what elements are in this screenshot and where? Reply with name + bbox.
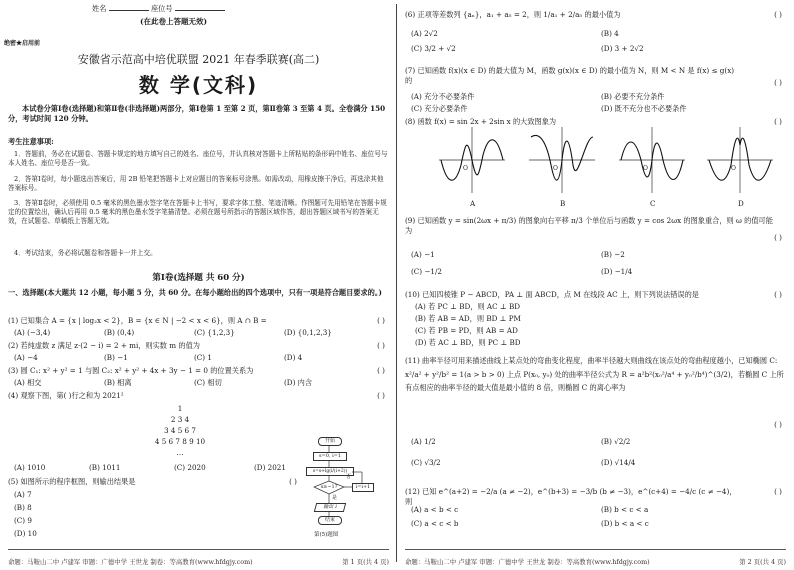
q2-paren: ( ): [377, 341, 385, 350]
flow-start: 开始: [318, 437, 342, 446]
q3-paren: ( ): [377, 366, 385, 375]
q8-origin-a: O: [463, 165, 468, 172]
q7-stem: (7) 已知函数 f(x)(x ∈ D) 的最大值为 M，函数 g(x)(x ∈ D) 的最小值为 N，则 M < N 是 f(x) ≤ g(x) 的: [405, 66, 735, 85]
page-2: [397, 0, 794, 570]
q12-option-c: (C) a < c < b: [411, 519, 459, 528]
q5-caption: 第(5)题图: [314, 532, 339, 538]
q4-row-2: 2 3 4: [170, 415, 190, 424]
q7-option-d: (D) 既不充分也不必要条件: [601, 104, 687, 113]
section1-title: 第Ⅰ卷(选择题 共 60 分): [152, 273, 245, 283]
q12-option-a: (A) a < b < c: [411, 505, 459, 514]
q6-option-d: (D) 3 + 2√2: [601, 44, 644, 53]
q1-option-c: (C) {1,2,3}: [194, 328, 235, 337]
q11-option-a: (A) 1/2: [411, 437, 436, 446]
q4-row-3: 3 4 5 6 7: [163, 426, 196, 435]
page-number-right: 第 2 页(共 4 页): [739, 558, 786, 566]
q8-origin-d: O: [731, 165, 736, 172]
note-item-2: 2．答第Ⅰ卷时，每小题选出答案后，用 2B 铅笔把答题卡上对应题目的答案标号涂黑。如需改动，用橡皮擦干净后，再选涂其他答案标号。: [8, 175, 384, 192]
q12-stem: (12) 已知 e^(a+2) = −2/a (a ≠ −2)，e^(b+3) = −3/b (b ≠ −3)，e^(c+4) = −4/c (c ≠ −4)，则: [405, 487, 737, 506]
name-field: [92, 4, 225, 13]
q8-paren: ( ): [774, 117, 782, 126]
q8-origin-c: O: [643, 165, 648, 172]
q8-graph-b: [527, 125, 597, 195]
q8-stem: (8) 函数 f(x) = sin 2x + 2sin x 的大致图象为: [405, 117, 557, 126]
q1-option-b: (B) (0,4): [104, 328, 135, 337]
flow-inc: i=i+1: [352, 483, 374, 492]
section1-desc: 一、选择题(本大题共 12 小题，每小题 5 分，共 60 分。在每小题给出的四个选项中，只有一项是符合题目要求的。): [8, 288, 382, 297]
footer-rule: [8, 549, 389, 550]
footer-rule-right: [405, 549, 786, 550]
flow-yes-label: 是: [332, 495, 338, 501]
q11-paren: ( ): [774, 420, 782, 429]
note-item-3: 3．答第Ⅱ卷时，必须使用 0.5 毫米的黑色墨水签字笔在答题卡上书写，要求字体工整、笔迹清晰。作图题可先用铅笔在答题卡规定的位置绘出，确认后再用 0.5 毫米的黑色墨水签字笔描清楚。必须在题号所指示的答题区域作答，超出答题区域书写的答案无效，在试题卷、草稿纸上答题无效。: [8, 199, 387, 225]
q9-paren: ( ): [774, 233, 782, 242]
q5-option-c: (C) 9: [14, 516, 32, 525]
q12-paren: ( ): [774, 487, 782, 496]
secret-mark: 绝密★启用前: [4, 40, 41, 47]
q5-option-a: (A) 7: [14, 490, 32, 499]
note-item-4: 4．考试结束，务必将试题卷和答题卡一并上交。: [14, 249, 157, 257]
notes-title: 考生注意事项:: [8, 137, 54, 146]
q8-graph-a: [437, 125, 507, 195]
q1-paren: ( ): [377, 316, 385, 325]
q4-row-5: …: [176, 448, 184, 457]
name-label: 姓名: [92, 4, 107, 13]
q7-option-c: (C) 充分必要条件: [411, 104, 468, 113]
q12-option-d: (D) b < a < c: [601, 519, 649, 528]
q5-paren: ( ): [289, 477, 297, 486]
q2-stem: (2) 若纯虚数 z 满足 z·(2 − i) = 2 + mi，则实数 m 的值为: [8, 341, 200, 350]
q6-option-b: (B) 4: [601, 29, 619, 38]
q4-option-a: (A) 1010: [14, 463, 46, 472]
q12-option-b: (B) b < c < a: [601, 505, 649, 514]
q10-paren: ( ): [774, 290, 782, 299]
q8-label-d: D: [738, 199, 744, 208]
q8-origin-b: O: [553, 165, 558, 172]
q8-graph-d: [705, 125, 775, 195]
q7-option-b: (B) 必要不充分条件: [601, 92, 665, 101]
q9-option-b: (B) −2: [601, 250, 625, 259]
flow-cond: s≥−1?: [320, 484, 338, 490]
q7-paren: ( ): [774, 78, 782, 87]
q5-option-d: (D) 10: [14, 529, 37, 538]
q3-option-c: (C) 相切: [194, 378, 222, 387]
q11-option-b: (B) √2/2: [601, 437, 631, 446]
q11-option-c: (C) √3/2: [411, 458, 441, 467]
q2-option-c: (C) 1: [194, 353, 212, 362]
q5-stem: (5) 如图所示的程序框图，则输出结果是: [8, 477, 136, 486]
q6-option-c: (C) 3/2 + √2: [411, 44, 456, 53]
q1-option-a: (A) (−3,4): [14, 328, 51, 337]
org-title: 安徽省示范高中培优联盟 2021 年春季联赛(高二): [77, 53, 320, 66]
q8-label-c: C: [650, 199, 656, 208]
flow-arrows: [300, 430, 385, 530]
q11-stem: (11) 曲率半径可用来描述曲线上某点处的弯曲变化程度，曲率半径越大则曲线在该点处的弯曲程度越小，已知椭圆 C: x²/a² + y²/b² = 1(a > b > 0) 上点 P(x₀, y₀) 处的曲率半径公式为 R = a²b²(x₀²/a⁴ + y₀²/b⁴)^(3/2)，若椭圆 C 上所有点相应的曲率半径的最大值是最小值的 8 倍，则椭圆 C 的离心率为: [405, 356, 784, 393]
q3-option-a: (A) 相交: [14, 378, 42, 387]
footer-credits-right: 命题：马鞍山二中 卢建军 审题：广德中学 王世龙 制卷：等高教育(www.hfdgjy.com): [405, 558, 650, 566]
flow-end: 结束: [318, 516, 342, 525]
q11-option-d: (D) √14/4: [601, 458, 636, 467]
seat-blank: [175, 10, 225, 11]
q6-option-a: (A) 2√2: [411, 29, 438, 38]
q8-label-a: A: [470, 199, 476, 208]
q9-option-a: (A) −1: [411, 250, 435, 259]
note-item-1: 1．答题前，务必在试题卷、答题卡规定的地方填写自己的姓名、座位号，并认真核对答题卡上所粘贴的条形码中姓名、座位号与本人姓名、座位号是否一致。: [8, 150, 388, 167]
q2-option-d: (D) 4: [284, 353, 303, 362]
subject-title: 数 学(文科): [138, 73, 259, 97]
q1-option-d: (D) {0,1,2,3}: [284, 328, 332, 337]
q1-stem: (1) 已知集合 A = {x | log₂x < 2}，B = {x ∈ N | −2 < x < 6}，则 A ∩ B =: [8, 316, 267, 325]
flow-diamond: [314, 481, 344, 494]
q9-stem: (9) 已知函数 y = sin(2ωx + π/3) 的图象向右平移 π/3 个单位后与函数 y = cos 2ωx 的图象重合，则 ω 的值可能为: [405, 216, 773, 235]
q8-graph-c: [617, 125, 687, 195]
q5-option-b: (B) 8: [14, 503, 32, 512]
q6-paren: ( ): [774, 10, 782, 19]
q10-option-c: (C) 若 PB = PD，则 AB = AD: [415, 326, 518, 335]
q10-option-d: (D) 若 AC ⊥ BD，则 PC ⊥ BD: [415, 338, 521, 347]
q10-option-b: (B) 若 AB = AD，则 BD ⊥ PM: [415, 314, 521, 323]
q3-option-d: (D) 内含: [284, 378, 313, 387]
name-blank: [109, 10, 149, 11]
flow-out: 输出 i: [314, 503, 346, 512]
q2-option-b: (B) −1: [104, 353, 128, 362]
q4-option-b: (B) 1011: [89, 463, 121, 472]
q7-option-a: (A) 充分不必要条件: [411, 92, 475, 101]
footer-left: [8, 557, 389, 566]
flow-no-label: 否: [346, 474, 352, 480]
footer-right: [405, 557, 786, 566]
q3-stem: (3) 圆 C₁: x² + y² = 1 与圆 C₂: x² + y² + 4x + 3y − 1 = 0 的位置关系为: [8, 366, 254, 375]
q9-option-d: (D) −1/4: [601, 267, 633, 276]
q9-option-c: (C) −1/2: [411, 267, 442, 276]
q4-stem: (4) 观察下图，第( )行之和为 2021²: [8, 391, 124, 400]
q4-option-d: (D) 2021: [254, 463, 286, 472]
flow-step: s=s+lg(i/(i+2)): [306, 467, 354, 476]
q4-row-4: 4 5 6 7 8 9 10: [154, 437, 206, 446]
q3-option-b: (B) 相离: [104, 378, 132, 387]
q8-label-b: B: [560, 199, 566, 208]
q4-paren: ( ): [377, 391, 385, 400]
q10-option-a: (A) 若 PC ⊥ BD，则 AC ⊥ BD: [415, 302, 520, 311]
footer-credits: 命题：马鞍山二中 卢建军 审题：广德中学 王世龙 制卷：等高教育(www.hfdgjy.com): [8, 558, 253, 566]
intro-text: 本试卷分第Ⅰ卷(选择题)和第Ⅱ卷(非选择题)两部分，第Ⅰ卷第 1 至第 2 页，第Ⅱ卷第 3 至第 4 页。全卷满分 150 分，考试时间 120 分钟。: [8, 104, 386, 123]
notice: (在此卷上答题无效): [140, 17, 208, 26]
q4-option-c: (C) 2020: [174, 463, 206, 472]
page-number: 第 1 页(共 4 页): [342, 558, 389, 566]
q4-row-1: 1: [177, 404, 183, 413]
flow-init: s=0, i=1: [313, 452, 347, 461]
q2-option-a: (A) −4: [14, 353, 38, 362]
seat-label: 座位号: [150, 4, 173, 13]
q6-stem: (6) 正项等差数列 {aₙ}，a₁ + a₅ = 2，则 1/a₁ + 2/a₅ 的最小值为: [405, 10, 621, 19]
q10-stem: (10) 已知四棱锥 P − ABCD，PA ⊥ 面 ABCD，点 M 在线段 AC 上，则下列说法错误的是: [405, 290, 699, 299]
